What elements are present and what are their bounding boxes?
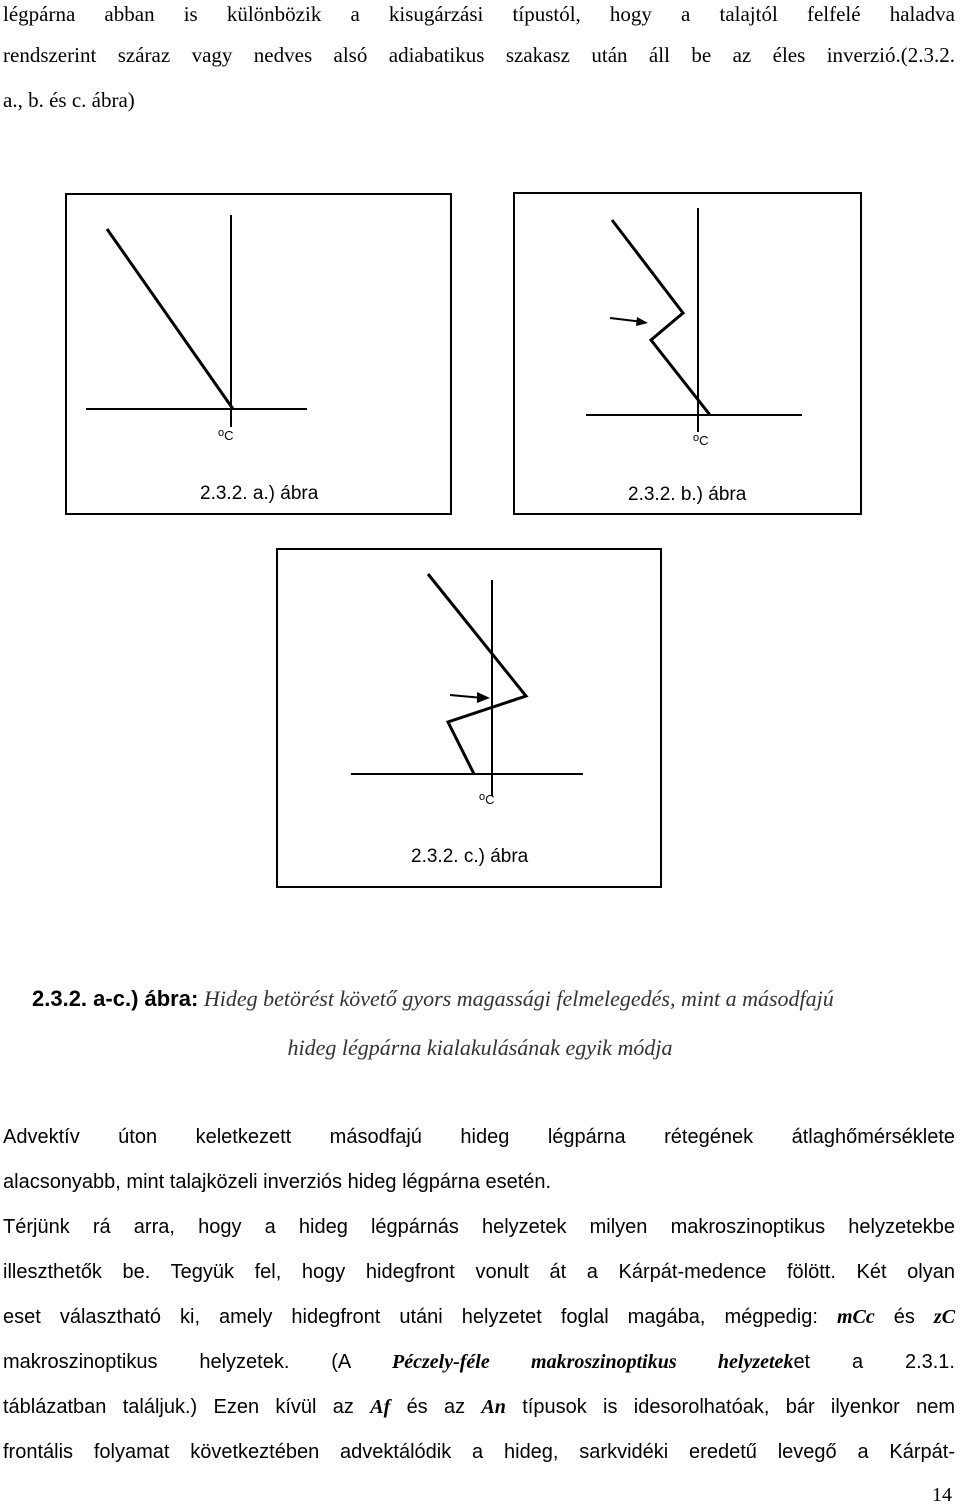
intro-line-1: légpárna abban is különbözik a kisugárzási típustól, hogy a talajtól felfelé haladva: [3, 2, 955, 26]
para2-line-3: [3, 1303, 955, 1331]
page-number: 14: [932, 1484, 952, 1506]
figure-caption-line-2: hideg légpárna kialakulásának egyik módja: [287, 1035, 673, 1060]
figure-c-unit: $^o$C: [479, 791, 495, 807]
figure-c: [276, 548, 662, 888]
para2-line-4-text-a: makroszinoptikus helyzetek. (A: [3, 1351, 351, 1373]
figure-caption-number: 2.3.2. a-c.) ábra:: [32, 986, 199, 1011]
figure-b-arrow-head: [636, 317, 648, 326]
figure-caption-text-1: Hideg betörést követő gyors magassági felmelegedés, mint a másodfajú: [203, 986, 834, 1011]
type-af: Af: [370, 1396, 391, 1418]
figure-c-arrow-head: [477, 692, 490, 703]
figure-b-label: 2.3.2. b.) ábra: [628, 484, 747, 505]
para2-line-5-text-b: típusok is idesorolhatóak, bár ilyenkor nem: [522, 1396, 956, 1418]
peczely-term: Péczely-féle makroszinoptikus helyzetek: [392, 1351, 794, 1373]
type-mcc: mCc: [836, 1306, 875, 1328]
figure-c-diagram: [278, 550, 664, 890]
para2-line-5-text-a: táblázatban találjuk.) Ezen kívül az: [3, 1396, 354, 1418]
figure-a-label: 2.3.2. a.) ábra: [200, 483, 319, 504]
para2-line-4: [3, 1348, 955, 1376]
figure-b-unit: $^o$C: [693, 432, 709, 448]
figure-a-diagram: [67, 195, 454, 517]
para2-line-2: illeszthetők be. Tegyük fel, hogy hidegfront vonult át a Kárpát-medence fölött. Két olyan: [3, 1261, 955, 1283]
para2-line-1: Térjünk rá arra, hogy a hideg légpárnás helyzetek milyen makroszinoptikus helyzetekbe: [3, 1216, 955, 1238]
para2-line-5: [3, 1393, 955, 1421]
para2-line-4-text-b: et a 2.3.1.: [793, 1351, 955, 1373]
type-zc: zC: [933, 1306, 956, 1328]
figure-c-label: 2.3.2. c.) ábra: [411, 846, 529, 867]
type-an: An: [481, 1396, 506, 1418]
figure-a-temperature-profile: [107, 229, 233, 409]
figure-c-temperature-profile: [428, 574, 526, 774]
intro-line-2: rendszerint száraz vagy nedves alsó adiabatikus szakasz után áll be az éles inverzió.(2.3.2.: [3, 43, 955, 67]
para1-line-1: Advektív úton keletkezett másodfajú hideg légpárna rétegének átlaghőmérséklete: [3, 1126, 955, 1148]
intro-line-3: a., b. és c. ábra): [3, 88, 135, 112]
figure-a-unit: $^o$C: [218, 427, 234, 443]
para2-line-3-text: eset választható ki, amely hidegfront utáni helyzetet foglal magába, mégpedig:: [3, 1306, 818, 1328]
figure-caption-line-1: [32, 985, 834, 1013]
figure-a: [65, 193, 452, 515]
para2-line-6: frontális folyamat következtében advektálódik a hideg, sarkvidéki eredetű levegő a Kárpát-: [3, 1441, 955, 1463]
figure-b: [513, 192, 862, 515]
figure-b-diagram: [515, 194, 864, 517]
para2-and-2: és az: [406, 1396, 466, 1418]
para1-line-2: alacsonyabb, mint talajközeli inverziós hideg légpárna esetén.: [3, 1171, 552, 1193]
figure-b-temperature-profile: [612, 220, 710, 415]
para2-and-1: és: [893, 1306, 915, 1328]
